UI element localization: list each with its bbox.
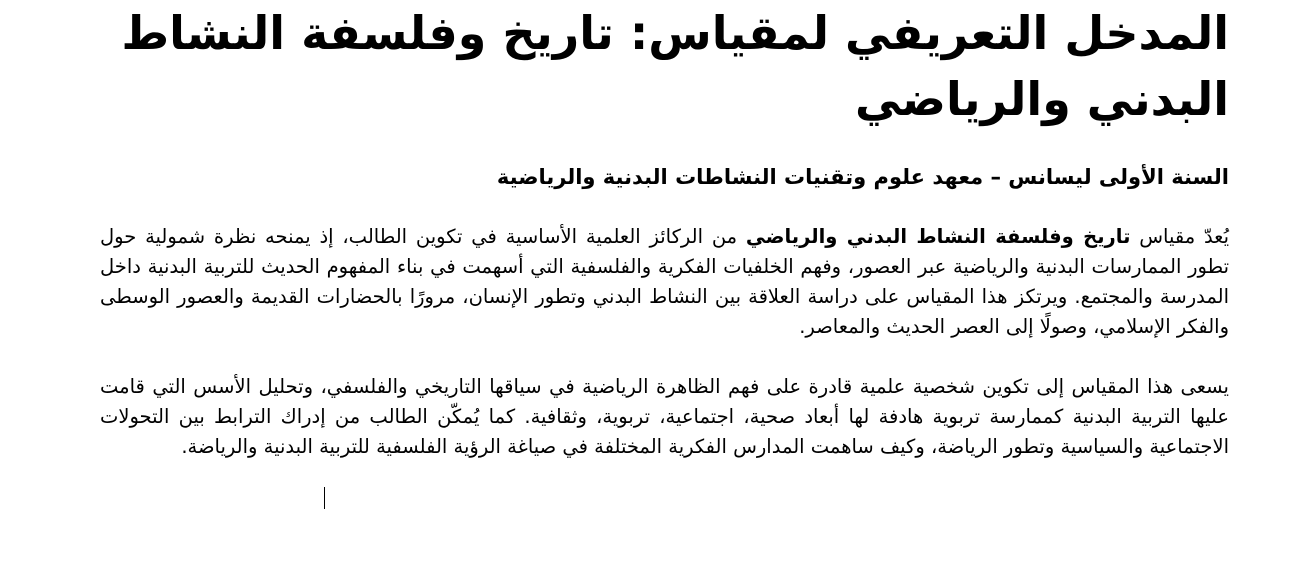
text-cursor <box>324 487 325 509</box>
objectives-paragraph[interactable]: يسعى هذا المقياس إلى تكوين شخصية علمية قادرة على فهم الظاهرة الرياضية في سياقها التاريخي والفلسفي، وتحليل الأسس التي قامت عليها التربية البدنية كممارسة تربوية هادفة لها أبعاد صحية، اجتماعية، تربوية، وثقافية. كما يُمكّن الطالب من إدراك الترابط بين التحولات الاجتماعية والسياسية وتطور الرياضة، وكيف ساهمت المدارس الفكرية المختلفة في صياغة الرؤية الفلسفية للتربية البدنية والرياضة. <box>100 375 1229 458</box>
intro-body-text: من الركائز العلمية الأساسية في تكوين الطالب، إذ يمنحه نظرة شمولية حول تطور الممارسات البدنية والرياضية عبر العصور، وفهم الخلفيات الفكرية والفلسفية التي أسهمت في بناء المفهوم الحديث للتربية البدنية داخل المدرسة والمجتمع. ويرتكز هذا المقياس على دراسة العلاقة بين النشاط البدني وتطور الإنسان، مرورًا بالحضارات القديمة والعصور الوسطى والفكر الإسلامي، وصولًا إلى العصر الحديث والمعاصر. <box>100 225 1229 338</box>
document-title: المدخل التعريفي لمقياس: تاريخ وفلسفة النشاط البدني والرياضي <box>121 6 1229 126</box>
document-body <box>100 0 1229 462</box>
document-subtitle: السنة الأولى ليسانس – معهد علوم وتقنيات النشاطات البدنية والرياضية <box>496 165 1229 189</box>
intro-lead-text: يُعدّ مقياس <box>1130 225 1230 248</box>
course-name-emphasis: تاريخ وفلسفة النشاط البدني والرياضي <box>745 225 1131 248</box>
intro-paragraph[interactable] <box>100 222 1229 342</box>
